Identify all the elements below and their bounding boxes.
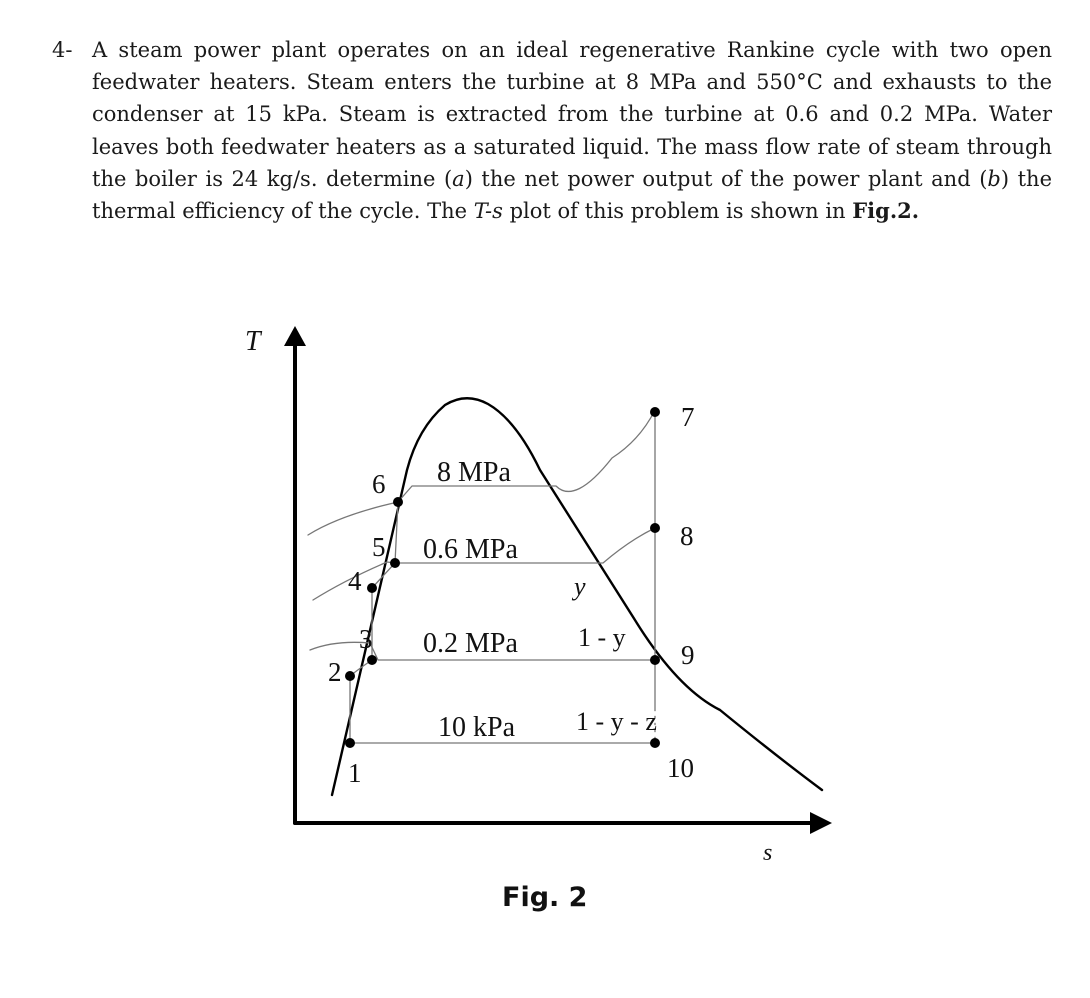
figure-reference: Fig.2. [852,198,920,224]
state-label-10: 10 [667,753,694,783]
state-point-7 [650,407,660,417]
state-label-3: 3 [359,624,373,654]
t-axis-arrow [284,326,306,346]
fraction-y: y [574,572,586,601]
part-b-label: b [987,166,1001,191]
state-point-3 [367,655,377,665]
pressure-label-02mpa: 0.2 MPa [423,628,518,659]
state-point-8 [650,523,660,533]
s-axis-arrow [810,812,832,834]
fraction-1-minus-y: 1 - y [578,623,626,652]
pressure-label-10kpa: 10 kPa [438,712,515,743]
axis-y-label: T [245,326,261,357]
pressure-label-06mpa: 0.6 MPa [423,534,518,565]
part-a-label: a [452,166,465,191]
state-label-6: 6 [372,469,386,499]
problem-text-2: ) the net power output of the power plant and ( [464,166,988,191]
state-label-9: 9 [681,640,695,670]
state-label-1: 1 [348,758,362,788]
state-label-7: 7 [681,402,695,432]
state-label-4: 4 [348,566,362,596]
state-point-10 [650,738,660,748]
axis-x-label: s [763,840,773,866]
pressure-label-8mpa: 8 MPa [437,457,511,488]
state-point-2 [345,671,355,681]
problem-text-4: plot of this problem is shown in [502,199,853,224]
state-label-5: 5 [372,532,386,562]
state-label-2: 2 [328,657,342,687]
state-point-4 [367,583,377,593]
plot-name: T-s [473,199,503,224]
problem-text-1: A steam power plant operates on an ideal regenerative Rankine cycle with two open feedwater heaters. Steam enters the turbine at 8 MPa and 550°C and exhausts to the condenser at 15 kPa. Steam is extracted from the turbine at 0.6 and 0.2 MPa. Water leaves both feedwater heaters as a saturated liquid. The mass flow rate of steam through the boiler is 24 kg/s. determine ( [92,38,1052,191]
problem-number: 4- [52,38,73,62]
fraction-1-minus-y-z: 1 - y - z [576,707,657,736]
state-point-9 [650,655,660,665]
state-label-8: 8 [680,521,694,551]
figure-caption: Fig. 2 [502,882,588,913]
problem-text-3: ) the thermal efficiency of the cycle. The [92,166,1052,224]
state-point-6 [393,497,403,507]
state-point-5 [390,558,400,568]
state-point-1 [345,738,355,748]
